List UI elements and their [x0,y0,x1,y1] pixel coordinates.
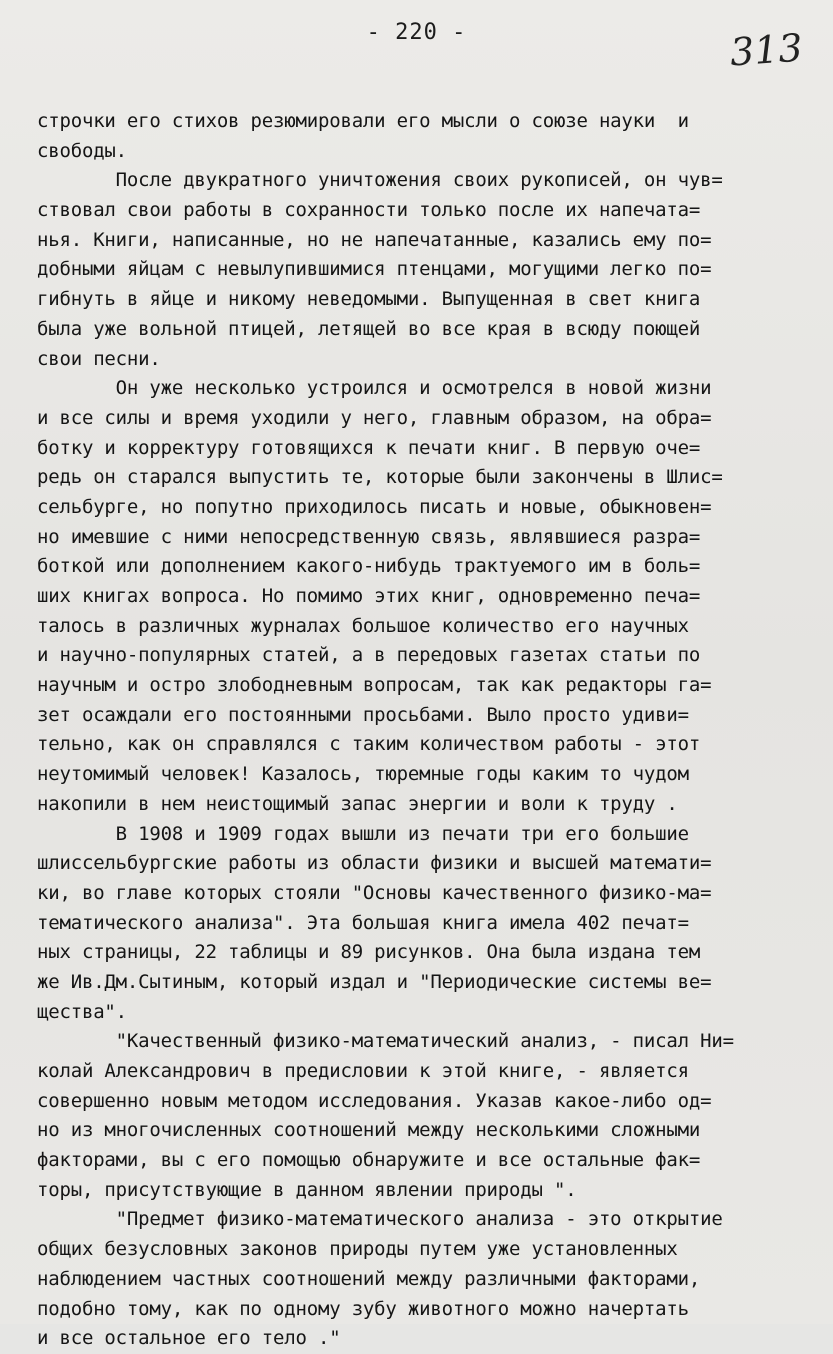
text-line: тематического анализа". Эта большая книга имела 402 печат= [37,911,689,934]
text-line: наблюдением частных соотношений между различными факторами, [37,1267,701,1290]
text-line: совершенно новым методом исследования. Указав какое-либо од= [37,1089,712,1112]
archive-page-number: 313 [729,25,805,75]
text-line: колай Александрович в предисловии к этой книге, - является [37,1060,689,1082]
text-line: ки, во главе которых стояли "Основы качественного физико-ма= [37,881,712,904]
text-line: свободы. [37,139,127,162]
text-line: ных страницы, 22 таблицы и 89 рисунков. Она была издана тем [37,941,701,964]
text-line: сельбурге, но попутно приходилось писать и новые, обыкновен= [37,495,712,518]
text-line: талось в различных журналах большое количество его научных [37,614,689,637]
text-line: "Предмет физико-математического анализа - это открытие [37,1208,723,1231]
text-line: ботку и корректуру готовящихся к печати книг. В первую оче= [37,436,701,459]
text-line: нья. Книги, написанные, но не напечатанные, казались ему по= [37,228,712,251]
text-line: торы, присутствующие в данном явлении природы ". [37,1178,577,1201]
text-line: и все силы и время уходили у него, главным образом, на обра= [37,406,712,429]
text-line: Он уже несколько устроился и осмотрелся в новой жизни [37,377,712,400]
text-line: была уже вольной птицей, летящей во все края в всюду поющей [37,317,701,340]
text-line: общих безусловных законов природы путем уже установленных [37,1238,678,1261]
text-line: факторами, вы с его помощью обнаружите и все остальные фак= [37,1149,701,1172]
page-number: - 220 - [366,20,467,45]
text-line: боткой или дополнением какого-нибудь трактуемого им в боль= [37,555,701,578]
text-line: "Качественный физико-математический анализ, - писал Ни= [37,1030,734,1053]
text-line: ствовал свои работы в сохранности только после их напечата= [37,199,701,222]
text-line: строчки его стихов резюмировали его мысли о союзе науки и [37,110,689,132]
text-line: ших книгах вопроса. Но помимо этих книг, одновременно печа= [37,585,701,607]
text-line: но из многочисленных соотношений между несколькими сложными [37,1119,701,1142]
text-line: В 1908 и 1909 годах вышли из печати три его большие [37,822,689,845]
text-line: научным и остро злободневным вопросам, так как редакторы га= [37,674,712,697]
text-line: неутомимый человек! Казалось, тюремные годы каким то чудом [37,763,689,786]
text-line: и научно-популярных статей, а в передовых газетах статьи по [37,644,701,667]
text-line: После двукратного уничтожения своих рукописей, он чув= [37,169,723,192]
text-line: и все остальное его тело ." [37,1327,341,1350]
text-line: добными яйцам с невылупившимися птенцами, могущими легко по= [37,258,712,281]
text-line: накопили в нем неистощимый запас энергии и воли к труду . [37,792,678,815]
text-line: гибнуть в яйце и никому неведомыми. Выпущенная в свет книга [37,288,701,311]
text-line: зет осаждали его постоянными просьбами. Выло просто удиви= [37,703,689,726]
body-text [37,107,827,1354]
text-line: но имевшие с ними непосредственную связь, являвшиеся разра= [37,525,701,548]
text-line: же Ив.Дм.Сытиным, который издал и "Периодические системы ве= [37,970,712,993]
text-line: редь он старался выпустить те, которые были закончены в Шлис= [37,466,723,489]
text-line: свои песни. [37,347,161,370]
text-line: подобно тому, как по одному зубу животного можно начертать [37,1297,689,1320]
text-line: щества". [37,1000,127,1023]
text-line: шлиссельбургские работы из области физики и высшей математи= [37,852,712,875]
text-line: тельно, как он справлялся с таким количеством работы - этот [37,733,701,756]
